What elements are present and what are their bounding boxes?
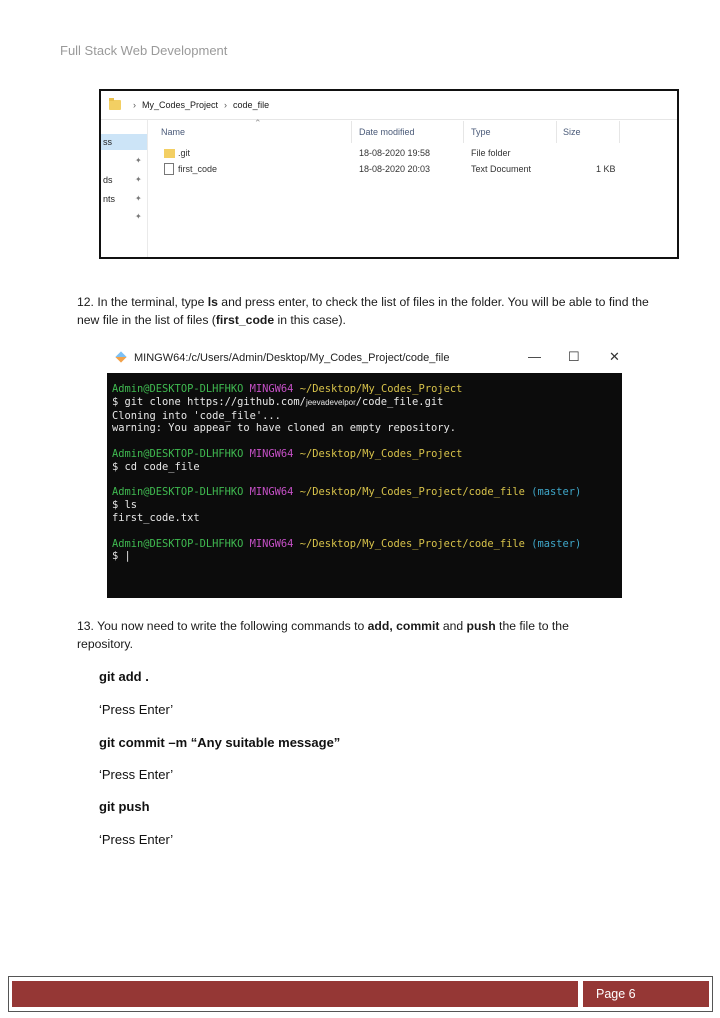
instruction-press-enter: ‘Press Enter’	[99, 702, 174, 717]
command-git-push: git push	[99, 799, 150, 814]
column-header-size: Size	[563, 127, 581, 137]
step-13-text: 13. You now need to write the following commands to add, commit and push the file to the repository.	[77, 619, 569, 651]
file-name: first_code	[178, 164, 218, 174]
file-date: 18-08-2020 20:03	[359, 164, 431, 174]
pin-icon: ✦	[135, 156, 142, 165]
column-divider	[463, 121, 464, 143]
terminal-title: MINGW64:/c/Users/Admin/Desktop/My_Codes_Project/code_file	[134, 352, 450, 364]
address-bar	[101, 91, 677, 120]
column-header-date: Date modified	[359, 127, 415, 137]
minimize-icon[interactable]: —	[528, 349, 541, 364]
column-header-name: Name	[161, 127, 186, 137]
instruction-press-enter: ‘Press Enter’	[99, 767, 174, 782]
column-divider	[351, 121, 352, 143]
page-number: Page 6	[583, 981, 709, 1007]
column-divider	[619, 121, 620, 143]
breadcrumb-item: code_file	[233, 100, 270, 110]
text-document-icon	[164, 163, 174, 175]
step-12-text: 12. In the terminal, type ls and press enter, to check the list of files in the folder. You will be able to find the new file in the list of files (first_code in this case).	[77, 295, 649, 327]
command-git-commit: git commit –m “Any suitable message”	[99, 735, 341, 750]
file-type: File folder	[471, 148, 511, 158]
chevron-right-icon: ›	[224, 100, 228, 110]
nav-item: ds	[103, 175, 113, 185]
breadcrumb-item: My_Codes_Project	[142, 100, 219, 110]
page-footer	[8, 976, 713, 1012]
file-explorer-screenshot	[99, 89, 679, 259]
file-size: 1 KB	[596, 164, 616, 174]
maximize-icon[interactable]: ☐	[568, 349, 580, 364]
file-type: Text Document	[471, 164, 532, 174]
footer-bar	[12, 981, 578, 1007]
column-divider	[556, 121, 557, 143]
column-header-type: Type	[471, 127, 491, 137]
page-header: Full Stack Web Development	[60, 43, 228, 58]
terminal-titlebar	[107, 343, 622, 373]
instruction-press-enter: ‘Press Enter’	[99, 832, 174, 847]
pin-icon: ✦	[135, 212, 142, 221]
file-name: .git	[178, 148, 191, 158]
folder-icon	[164, 149, 175, 158]
navigation-pane	[101, 120, 148, 257]
git-bash-icon	[116, 352, 128, 364]
nav-item: nts	[103, 194, 116, 204]
folder-icon	[109, 100, 121, 110]
terminal-screenshot	[107, 343, 622, 598]
sort-up-icon: ⌃	[254, 118, 262, 128]
file-date: 18-08-2020 19:58	[359, 148, 431, 158]
close-icon[interactable]: ✕	[609, 349, 620, 364]
chevron-right-icon: ›	[133, 100, 136, 110]
command-git-add: git add .	[99, 669, 149, 684]
terminal-output[interactable]: Admin@DESKTOP-DLHFHKO MINGW64 ~/Desktop/My_Codes_Project $ git clone https://github.com/jeevadevelpor/code_file.git Cloning into 'code_file'... warning: You appear to have cloned an empty repository. Admin@DESKTOP-DLHFHKO MINGW64 ~/Desktop/My_Codes_Project $ cd code_file Admin@DESKTOP-DLHFHKO MINGW64 ~/Desktop/My_Codes_Project/code_file (master) $ ls first_code.txt Admin@DESKTOP-DLHFHKO MINGW64 ~/Desktop/My_Codes_Project/code_file (master) $ |	[107, 373, 622, 598]
pin-icon: ✦	[135, 194, 142, 203]
pin-icon: ✦	[135, 175, 142, 184]
nav-item: ss	[103, 137, 112, 147]
